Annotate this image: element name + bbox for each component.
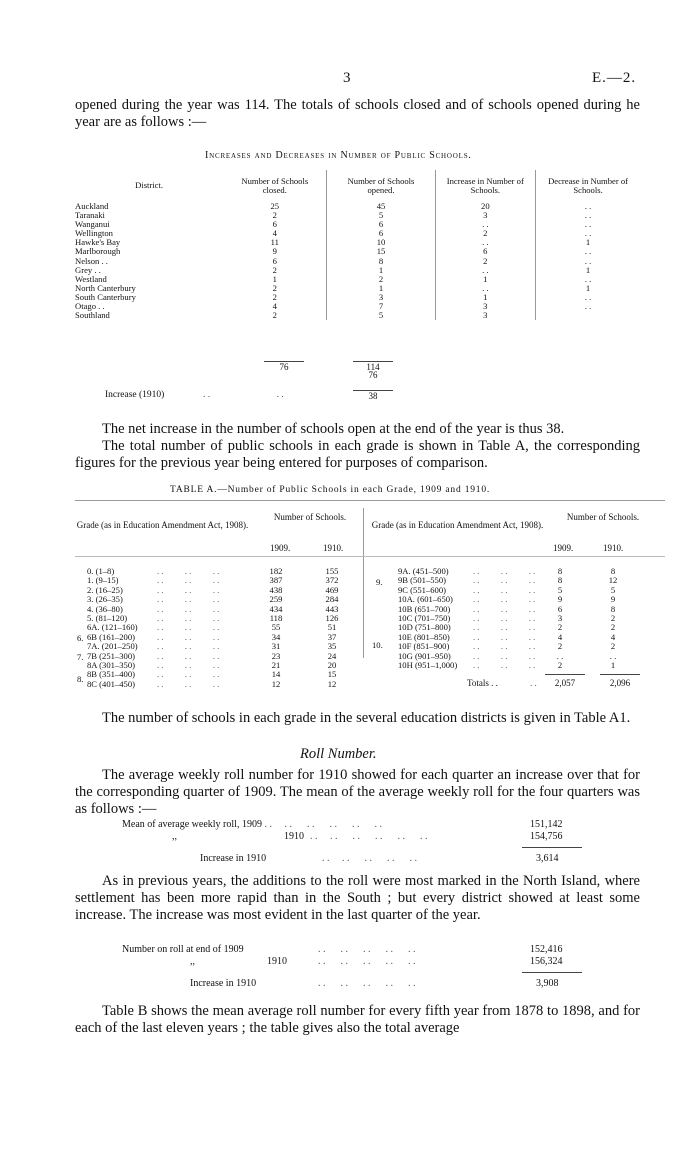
table1-row (75, 275, 640, 284)
tableA-leader-dots: . . . . . . (157, 678, 220, 689)
tableA-cell-1910: 1 (610, 659, 616, 670)
table1-cell-increase: . . (435, 238, 536, 247)
tableA-cell-1910: 2 (610, 641, 616, 652)
tableA-cell-1910: 2 (610, 612, 616, 623)
table1-cell-decrease: . . (536, 229, 640, 238)
table1-opened-less: 76 (368, 370, 378, 380)
tableA-number-header-left: Number of Schools. (273, 512, 347, 522)
table1-cell-closed: 2 (272, 282, 277, 293)
table1-row (75, 220, 640, 229)
tableA-grade-header-right: Grade (as in Education Amendment Act, 1908). (371, 520, 544, 530)
roll-end-increase-value: 3,908 (536, 978, 559, 989)
table1 (75, 170, 640, 401)
tableA-cell-1909: 21 (271, 659, 281, 670)
paragraph-table-a1: The number of schools in each grade in the several education districts is given in Table A1. (102, 710, 631, 726)
roll-end-ditto: ,, (190, 956, 195, 967)
table1-header-opened: Number of Schools opened. (327, 170, 435, 202)
tableA-cell-grade: 0. (1–8) (87, 566, 115, 576)
table1-row (75, 293, 640, 302)
tableA-cell-1909: 34 (271, 631, 281, 642)
roll-end-increase-label: Increase in 1910 (190, 978, 257, 989)
table1-cell-decrease: . . (536, 247, 640, 256)
tableA-leader-dots: . . . . . . (473, 603, 536, 614)
tableA-cell-grade: 6A. (121–160) (87, 622, 138, 633)
table1-cell-opened: 3 (327, 293, 435, 302)
tableA-cell-grade: 8A (301–350) (87, 659, 135, 670)
tableA-cell-1909: 118 (269, 612, 283, 623)
tableA-row (75, 680, 360, 689)
tableA-cell-1910: 2 (610, 622, 616, 633)
table1-cell-opened: 5 (327, 311, 435, 320)
paragraph-table-a-intro: The total number of public schools in each grade is shown in Table A, the corresponding figures for the previous year being entered for purposes of comparison. (75, 438, 640, 471)
tableA-cell-1910: 12 (327, 678, 337, 689)
table1-cell-district: Marlborough (75, 246, 121, 257)
tableA-totals-dots: . . (530, 678, 537, 688)
tableA-leader-dots: . . . . . . (473, 594, 536, 605)
table1-cell-closed: 9 (272, 246, 277, 257)
tableA-leader-dots: . . . . . . (473, 575, 536, 586)
tableA-total-1910: 2,096 (600, 674, 640, 688)
tableA-cell-1910: 51 (327, 622, 337, 633)
table1-cell-district: Otago . . (75, 301, 105, 312)
tableA-cell-grade: 1. (9–15) (87, 575, 119, 586)
table1-cell-closed: 1 (272, 273, 277, 284)
tableA-leader-dots: . . . . . . (473, 584, 536, 595)
table1-cell-decrease: 1 (536, 238, 640, 247)
table1-row (75, 247, 640, 256)
tableA-leader-dots: . . . . . . (473, 612, 536, 623)
tableA-cell-1910: 9 (610, 594, 616, 605)
tableA-cell-1909: 5 (557, 584, 563, 595)
tableA-number-header-right: Number of Schools. (566, 512, 640, 522)
table1-cell-opened: 7 (327, 302, 435, 311)
table1-header-district: District. (135, 180, 164, 191)
table1-cell-increase: 2 (435, 229, 536, 238)
table1-cell-district: Auckland (75, 201, 109, 211)
table1-cell-district: Taranaki (75, 210, 105, 221)
table1-cell-closed: 6 (272, 219, 277, 230)
table1-increase-value: 38 (353, 390, 393, 401)
tableA-cell-grade: 3. (26–35) (87, 594, 123, 605)
table1-cell-increase: 1 (435, 275, 536, 284)
table1-cell-increase: . . (435, 284, 536, 293)
table1-cell-closed: 6 (272, 255, 277, 266)
tableA-cell-1910: 372 (325, 575, 339, 586)
table1-row (75, 266, 640, 275)
roll-end-value-1909: 152,416 (530, 944, 563, 955)
table1-cell-closed: 25 (270, 201, 280, 211)
table1-cell-closed: 4 (272, 228, 277, 239)
tableA-year1910-right: 1910. (603, 543, 624, 553)
table1-cell-decrease: . . (536, 211, 640, 220)
table1-total-opened: 114 (353, 361, 393, 372)
tableA-cell-grade: 4. (36–80) (87, 603, 123, 614)
paragraph-roll-intro: The average weekly roll number for 1910 showed for each quarter an increase over that for the corresponding quarter of 1909. The mean of the average weekly roll for the four quarters was as follows :— (75, 767, 640, 817)
tableA-cell-1910: 8 (610, 566, 616, 576)
table1-row (75, 302, 640, 311)
tableA-cell-1909: 9 (557, 594, 563, 605)
table1-cell-district: Westland (75, 273, 107, 284)
tableA-cell-1909: 8 (557, 575, 563, 586)
tableA-leader-dots: . . . . . . (157, 622, 220, 633)
table1-caption: Increases and Decreases in Number of Public Schools. (205, 150, 472, 161)
tableA-cell-1910: 443 (325, 603, 339, 614)
tableA-cell-1910: 37 (327, 631, 337, 642)
tableA-group-9: 9. (376, 577, 383, 587)
tableA-leader-dots: . . . . . . (157, 641, 220, 652)
tableA-cell-grade: 2. (16–25) (87, 584, 123, 595)
tableA-cell-1909: 3 (557, 612, 563, 623)
roll-mean-ditto: ,, (172, 831, 177, 842)
tableA-cell-1909: 182 (269, 566, 283, 576)
table1-cell-closed: 2 (272, 210, 277, 221)
tableA-cell-1910: 155 (325, 566, 339, 576)
table1-cell-increase: . . (435, 220, 536, 229)
table1-cell-decrease (536, 311, 640, 320)
table1-cell-district: Southland (75, 310, 110, 321)
table1-cell-increase: 1 (435, 293, 536, 302)
tableA-cell-grade: 10B (651–700) (398, 603, 451, 614)
tableA-caption: TABLE A.—Number of Public Schools in each Grade, 1909 and 1910. (170, 485, 491, 495)
tableA-cell-grade: 10H (951–1,000) (398, 659, 458, 670)
table1-cell-opened: 15 (327, 247, 435, 256)
table1-row (75, 229, 640, 238)
tableA-leader-dots: . . . . . . (157, 566, 220, 576)
tableA-cell-1909: 12 (271, 678, 281, 689)
table1-cell-district: Nelson . . (75, 255, 108, 266)
table1-cell-closed: 11 (270, 237, 279, 248)
table1-cell-decrease: . . (536, 202, 640, 211)
tableA-leader-dots: . . . . . . (473, 641, 536, 652)
tableA-leader-dots: . . . . . . (157, 603, 220, 614)
table1-cell-opened: 6 (327, 220, 435, 229)
tableA-cell-1910: 5 (610, 584, 616, 595)
tableA-leader-dots: . . . . . . (473, 622, 536, 633)
tableA-leader-dots: . . . . . . (157, 612, 220, 623)
tableA-leader-dots: . . . . . . (473, 659, 536, 670)
roll-mean-increase-label: Increase in 1910 (200, 853, 267, 864)
tableA-cell-1909: 31 (271, 641, 281, 652)
table1-cell-increase: 20 (435, 202, 536, 211)
table1-cell-decrease: . . (536, 275, 640, 284)
table1-cell-district: North Canterbury (75, 282, 136, 293)
tableA-total-1909: 2,057 (545, 674, 585, 688)
tableA-year1909-left: 1909. (270, 543, 291, 553)
table1-cell-closed: 2 (272, 310, 277, 321)
roll-end-label-1910: 1910 (267, 956, 287, 967)
roll-mean-value-1909: 151,142 (530, 819, 563, 830)
roll-mean-block: Mean of average weekly roll, 1909 . . . . . . . . . . . . 151,142 ,, 1910 . . . . . . . . . . . . 154,756 Increase in 1910 . . . . . . . . . . 3,614 (122, 819, 642, 865)
tableA-year1909-right: 1909. (553, 543, 574, 553)
tableA-cell-1909: 2 (557, 659, 563, 670)
tableA-cell-1909: 387 (269, 575, 283, 586)
tableA-cell-1909: 14 (271, 669, 281, 680)
table1-cell-closed: 4 (272, 301, 277, 312)
tableA-group-7: 7. (77, 652, 84, 662)
tableA-cell-grade: 10F (851–900) (398, 641, 450, 652)
tableA-cell-1909: 23 (271, 650, 281, 661)
tableA-cell-1910: 126 (325, 612, 339, 623)
table1-cell-increase: 2 (435, 257, 536, 266)
tableA-cell-grade: 10A. (601–650) (398, 594, 453, 605)
paragraph-net-increase: The net increase in the number of schools open at the end of the year is thus 38. (102, 421, 565, 437)
roll-end-label-1909: Number on roll at end of 1909 (122, 944, 244, 955)
tableA-cell-1910: 8 (610, 603, 616, 614)
table1-cell-decrease: . . (536, 293, 640, 302)
tableA-cell-1909: 8 (557, 566, 563, 576)
roll-mean-label-1909: Mean of average weekly roll, 1909 (122, 819, 262, 830)
intro-paragraph: opened during the year was 114. The totals of schools closed and of schools opened during he year are as follows :— (75, 97, 640, 130)
heading-roll-number: Roll Number. (300, 746, 377, 762)
table1-cell-opened: 1 (327, 266, 435, 275)
tableA-group-10: 10. (372, 640, 383, 650)
table1-cell-opened: 2 (327, 275, 435, 284)
tableA-cell-1909: 2 (557, 622, 563, 633)
tableA-leader-dots: . . . . . . (157, 650, 220, 661)
tableA-cell-1909: 438 (269, 584, 283, 595)
roll-mean-increase-value: 3,614 (536, 853, 559, 864)
tableA-group-8: 8. (77, 674, 84, 684)
tableA-cell-grade: 5. (81–120) (87, 612, 128, 623)
table1-cell-district: Wanganui (75, 219, 110, 230)
tableA-grade-header-left: Grade (as in Education Amendment Act, 1908). (76, 520, 249, 530)
tableA-cell-1909: 434 (269, 603, 283, 614)
tableA-cell-1910: 20 (327, 659, 337, 670)
tableA-cell-1909: 55 (271, 622, 281, 633)
tableA-year1910-left: 1910. (323, 543, 344, 553)
table1-cell-decrease: 1 (536, 266, 640, 275)
table1-cell-opened: 45 (327, 202, 435, 211)
paragraph-roll-additions: As in previous years, the additions to the roll were most marked in the North Island, where settlement has been more rapid than in the South ; but every district showed at least some increase. The increase was most evident in the last quarter of the year. (75, 873, 640, 923)
roll-end-block: Number on roll at end of 1909 . . . . . . . . . . 152,416 ,, 1910 . . . . . . . . . . 156,324 Increase in 1910 . . . . . . . . . . 3,908 (122, 944, 642, 990)
tableA-cell-1910: 24 (327, 650, 337, 661)
tableA-group-6: 6. (77, 633, 84, 643)
roll-mean-value-1910: 154,756 (530, 831, 563, 842)
tableA-cell-grade: 8C (401–450) (87, 678, 135, 689)
tableA-leader-dots: . . . . . . (157, 584, 220, 595)
tableA-leader-dots: . . . . . . (157, 631, 220, 642)
table1-total-closed: 76 (264, 361, 304, 372)
tableA-cell-1910: 469 (325, 584, 339, 595)
table1-increase-dots: . . . . (203, 390, 284, 400)
table1-header-closed: Number of Schools closed. (241, 175, 309, 195)
table1-row (75, 257, 640, 266)
page-number: 3 (343, 70, 351, 86)
table1-cell-district: Wellington (75, 228, 113, 239)
table1-cell-increase: 3 (435, 211, 536, 220)
tableA-leader-dots: . . . . . . (473, 566, 536, 576)
tableA (75, 500, 665, 689)
table1-cell-opened: 1 (327, 284, 435, 293)
page-code: E.—2. (592, 70, 637, 86)
tableA-cell-1909: 2 (557, 641, 563, 652)
tableA-cell-1910: 284 (325, 594, 339, 605)
tableA-cell-grade: 10D (751–800) (398, 622, 451, 633)
tableA-leader-dots: . . . . . . (473, 631, 536, 642)
table1-cell-closed: 2 (272, 291, 277, 302)
tableA-cell-1910: . . (609, 650, 617, 661)
table1-row (75, 202, 640, 211)
tableA-row (370, 661, 665, 670)
tableA-cell-grade: 7A. (201–250) (87, 641, 138, 652)
table1-cell-increase: 3 (435, 302, 536, 311)
tableA-cell-1910: 15 (327, 669, 337, 680)
table1-cell-opened: 5 (327, 211, 435, 220)
tableA-leader-dots: . . . . . . (157, 594, 220, 605)
table1-cell-decrease: 1 (536, 284, 640, 293)
tableA-cell-1910: 35 (327, 641, 337, 652)
table1-row (75, 311, 640, 320)
tableA-cell-grade: 7B (251–300) (87, 650, 135, 661)
table1-cell-district: South Canterbury (75, 291, 136, 302)
table1-cell-increase: 6 (435, 247, 536, 256)
tableA-cell-grade: 6B (161–200) (87, 631, 135, 642)
tableA-cell-1909: 259 (269, 594, 283, 605)
tableA-leader-dots: . . . . . . (473, 650, 536, 661)
table1-increase-label: Increase (1910) (105, 390, 165, 400)
tableA-cell-grade: 9B (501–550) (398, 575, 446, 586)
tableA-cell-grade: 10G (901–950) (398, 650, 451, 661)
tableA-cell-grade: 8B (351–400) (87, 669, 135, 680)
tableA-cell-1909: . . (556, 650, 564, 661)
table1-cell-increase: . . (435, 266, 536, 275)
tableA-cell-grade: 10E (801–850) (398, 631, 450, 642)
roll-mean-label-1910: 1910 (284, 831, 304, 842)
table1-cell-district: Grey . . (75, 264, 101, 275)
table1-row (75, 284, 640, 293)
table1-row (75, 211, 640, 220)
table1-cell-decrease: . . (536, 257, 640, 266)
roll-end-value-1910: 156,324 (530, 956, 563, 967)
table1-cell-district: Hawke's Bay (75, 237, 121, 248)
table1-header-increase: Increase in Number of Schools. (435, 170, 536, 202)
tableA-leader-dots: . . . . . . (157, 575, 220, 586)
tableA-cell-1910: 4 (610, 631, 616, 642)
tableA-cell-1910: 12 (608, 575, 618, 586)
table1-cell-opened: 8 (327, 257, 435, 266)
table1-row (75, 238, 640, 247)
tableA-cell-1909: 4 (557, 631, 563, 642)
paragraph-table-b: Table B shows the mean average roll number for every fifth year from 1878 to 1898, and for each of the last eleven years ; the table gives also the total average (75, 1003, 640, 1036)
table1-cell-decrease: . . (536, 302, 640, 311)
table1-cell-opened: 10 (327, 238, 435, 247)
tableA-leader-dots: . . . . . . (157, 669, 220, 680)
table1-cell-increase: 3 (435, 311, 536, 320)
tableA-cell-grade: 10C (701–750) (398, 612, 451, 623)
table1-cell-opened: 6 (327, 229, 435, 238)
tableA-leader-dots: . . . . . . (157, 659, 220, 670)
tableA-totals-label: Totals . . (467, 678, 498, 688)
tableA-cell-grade: 9C (551–600) (398, 584, 446, 595)
tableA-cell-grade: 9A. (451–500) (398, 566, 449, 576)
table1-cell-closed: 2 (272, 264, 277, 275)
table1-header-decrease: Decrease in Number of Schools. (536, 170, 640, 202)
tableA-cell-1909: 6 (557, 603, 563, 614)
table1-cell-decrease: . . (536, 220, 640, 229)
